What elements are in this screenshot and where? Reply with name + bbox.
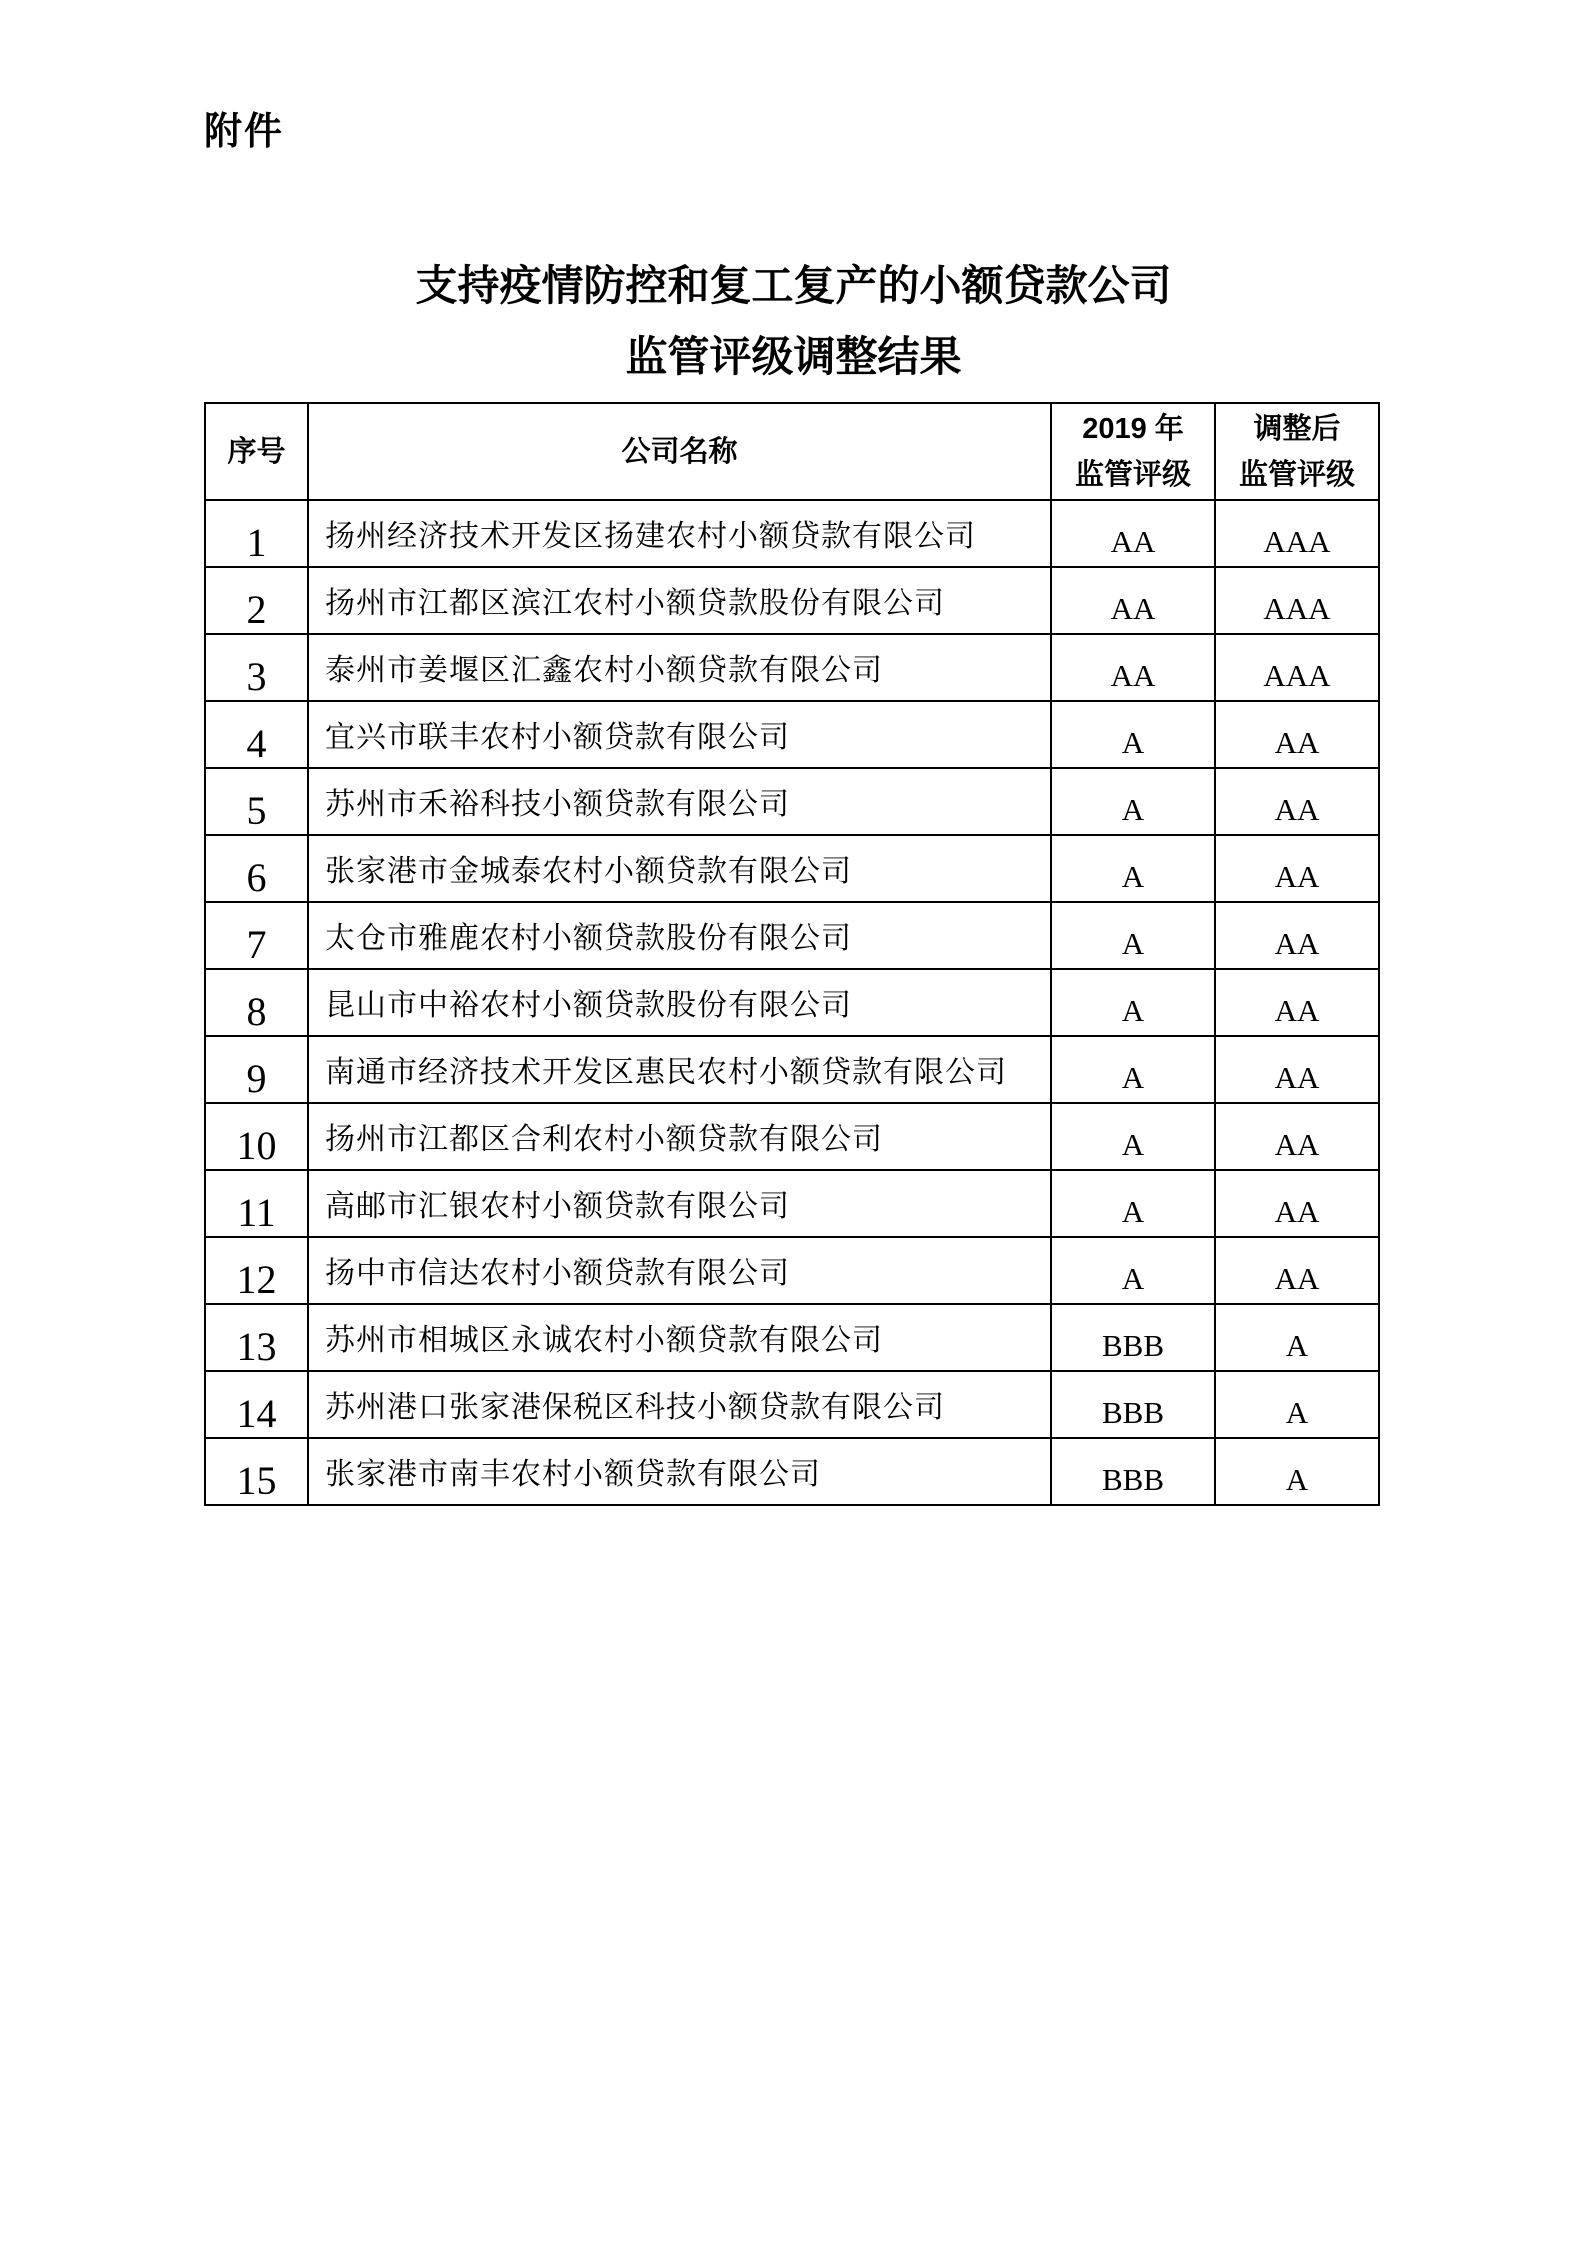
rating-adjusted-cell: AA (1215, 969, 1379, 1036)
company-name-cell: 扬州经济技术开发区扬建农村小额贷款有限公司 (308, 500, 1051, 567)
table-row (205, 835, 1379, 902)
company-name-cell: 高邮市汇银农村小额贷款有限公司 (308, 1170, 1051, 1237)
table-row (205, 1036, 1379, 1103)
row-index-cell: 6 (205, 835, 308, 902)
row-index-cell: 8 (205, 969, 308, 1036)
rating-2019-cell: AA (1051, 567, 1215, 634)
header-rating-adjusted (1215, 403, 1379, 500)
company-name-cell: 苏州市禾裕科技小额贷款有限公司 (308, 768, 1051, 835)
rating-2019-cell: AA (1051, 500, 1215, 567)
table-row (205, 902, 1379, 969)
table-row (205, 1237, 1379, 1304)
row-index-cell: 7 (205, 902, 308, 969)
rating-2019-cell: A (1051, 902, 1215, 969)
company-name-cell: 扬州市江都区合利农村小额贷款有限公司 (308, 1103, 1051, 1170)
company-name-cell: 扬州市江都区滨江农村小额贷款股份有限公司 (308, 567, 1051, 634)
rating-2019-cell: A (1051, 1237, 1215, 1304)
ratings-table (204, 402, 1380, 1506)
table-row (205, 1371, 1379, 1438)
document-title (0, 252, 1587, 394)
table-row (205, 701, 1379, 768)
rating-adjusted-cell: AA (1215, 1103, 1379, 1170)
rating-adjusted-cell: AA (1215, 902, 1379, 969)
rating-adjusted-cell: A (1215, 1438, 1379, 1505)
table-row (205, 969, 1379, 1036)
row-index-cell: 4 (205, 701, 308, 768)
header-rating-2019-line2: 监管评级 (1074, 458, 1191, 491)
rating-2019-cell: A (1051, 969, 1215, 1036)
table-row (205, 768, 1379, 835)
rating-2019-cell: A (1051, 835, 1215, 902)
company-name-cell: 苏州港口张家港保税区科技小额贷款有限公司 (308, 1371, 1051, 1438)
rating-2019-cell: BBB (1051, 1438, 1215, 1505)
rating-2019-cell: A (1051, 701, 1215, 768)
table-row (205, 1304, 1379, 1371)
table-row (205, 1438, 1379, 1505)
rating-adjusted-cell: AA (1215, 835, 1379, 902)
rating-adjusted-cell: AA (1215, 1036, 1379, 1103)
table-row (205, 1170, 1379, 1237)
row-index-cell: 9 (205, 1036, 308, 1103)
row-index-cell: 12 (205, 1237, 308, 1304)
rating-2019-cell: A (1051, 1036, 1215, 1103)
title-line-2: 监管评级调整结果 (625, 335, 962, 381)
header-rating-2019-line1: 2019 年 (1082, 412, 1184, 445)
rating-adjusted-cell: AA (1215, 1237, 1379, 1304)
rating-2019-cell: BBB (1051, 1371, 1215, 1438)
table-row (205, 500, 1379, 567)
row-index-cell: 2 (205, 567, 308, 634)
row-index-cell: 1 (205, 500, 308, 567)
row-index-cell: 13 (205, 1304, 308, 1371)
header-rating-2019 (1051, 403, 1215, 500)
rating-adjusted-cell: A (1215, 1371, 1379, 1438)
row-index-cell: 14 (205, 1371, 308, 1438)
table-row (205, 1103, 1379, 1170)
rating-adjusted-cell: AAA (1215, 567, 1379, 634)
rating-2019-cell: A (1051, 1103, 1215, 1170)
header-index: 序号 (205, 403, 308, 500)
rating-adjusted-cell: AA (1215, 701, 1379, 768)
rating-2019-cell: A (1051, 1170, 1215, 1237)
attachment-label: 附件 (204, 111, 285, 153)
row-index-cell: 11 (205, 1170, 308, 1237)
company-name-cell: 南通市经济技术开发区惠民农村小额贷款有限公司 (308, 1036, 1051, 1103)
company-name-cell: 昆山市中裕农村小额贷款股份有限公司 (308, 969, 1051, 1036)
header-rating-adjusted-line2: 监管评级 (1238, 458, 1355, 491)
row-index-cell: 3 (205, 634, 308, 701)
row-index-cell: 15 (205, 1438, 308, 1505)
company-name-cell: 泰州市姜堰区汇鑫农村小额贷款有限公司 (308, 634, 1051, 701)
row-index-cell: 10 (205, 1103, 308, 1170)
title-line-1: 支持疫情防控和复工复产的小额贷款公司 (415, 264, 1172, 310)
rating-adjusted-cell: AAA (1215, 634, 1379, 701)
company-name-cell: 苏州市相城区永诚农村小额贷款有限公司 (308, 1304, 1051, 1371)
header-company: 公司名称 (308, 403, 1051, 500)
rating-adjusted-cell: AA (1215, 1170, 1379, 1237)
company-name-cell: 张家港市金城泰农村小额贷款有限公司 (308, 835, 1051, 902)
company-name-cell: 太仓市雅鹿农村小额贷款股份有限公司 (308, 902, 1051, 969)
table-row (205, 634, 1379, 701)
rating-2019-cell: AA (1051, 634, 1215, 701)
rating-2019-cell: BBB (1051, 1304, 1215, 1371)
company-name-cell: 张家港市南丰农村小额贷款有限公司 (308, 1438, 1051, 1505)
header-rating-adjusted-line1: 调整后 (1253, 412, 1341, 445)
rating-adjusted-cell: AA (1215, 768, 1379, 835)
rating-2019-cell: A (1051, 768, 1215, 835)
table-row (205, 567, 1379, 634)
company-name-cell: 扬中市信达农村小额贷款有限公司 (308, 1237, 1051, 1304)
row-index-cell: 5 (205, 768, 308, 835)
rating-adjusted-cell: AAA (1215, 500, 1379, 567)
rating-adjusted-cell: A (1215, 1304, 1379, 1371)
company-name-cell: 宜兴市联丰农村小额贷款有限公司 (308, 701, 1051, 768)
table-header-row (205, 403, 1379, 500)
